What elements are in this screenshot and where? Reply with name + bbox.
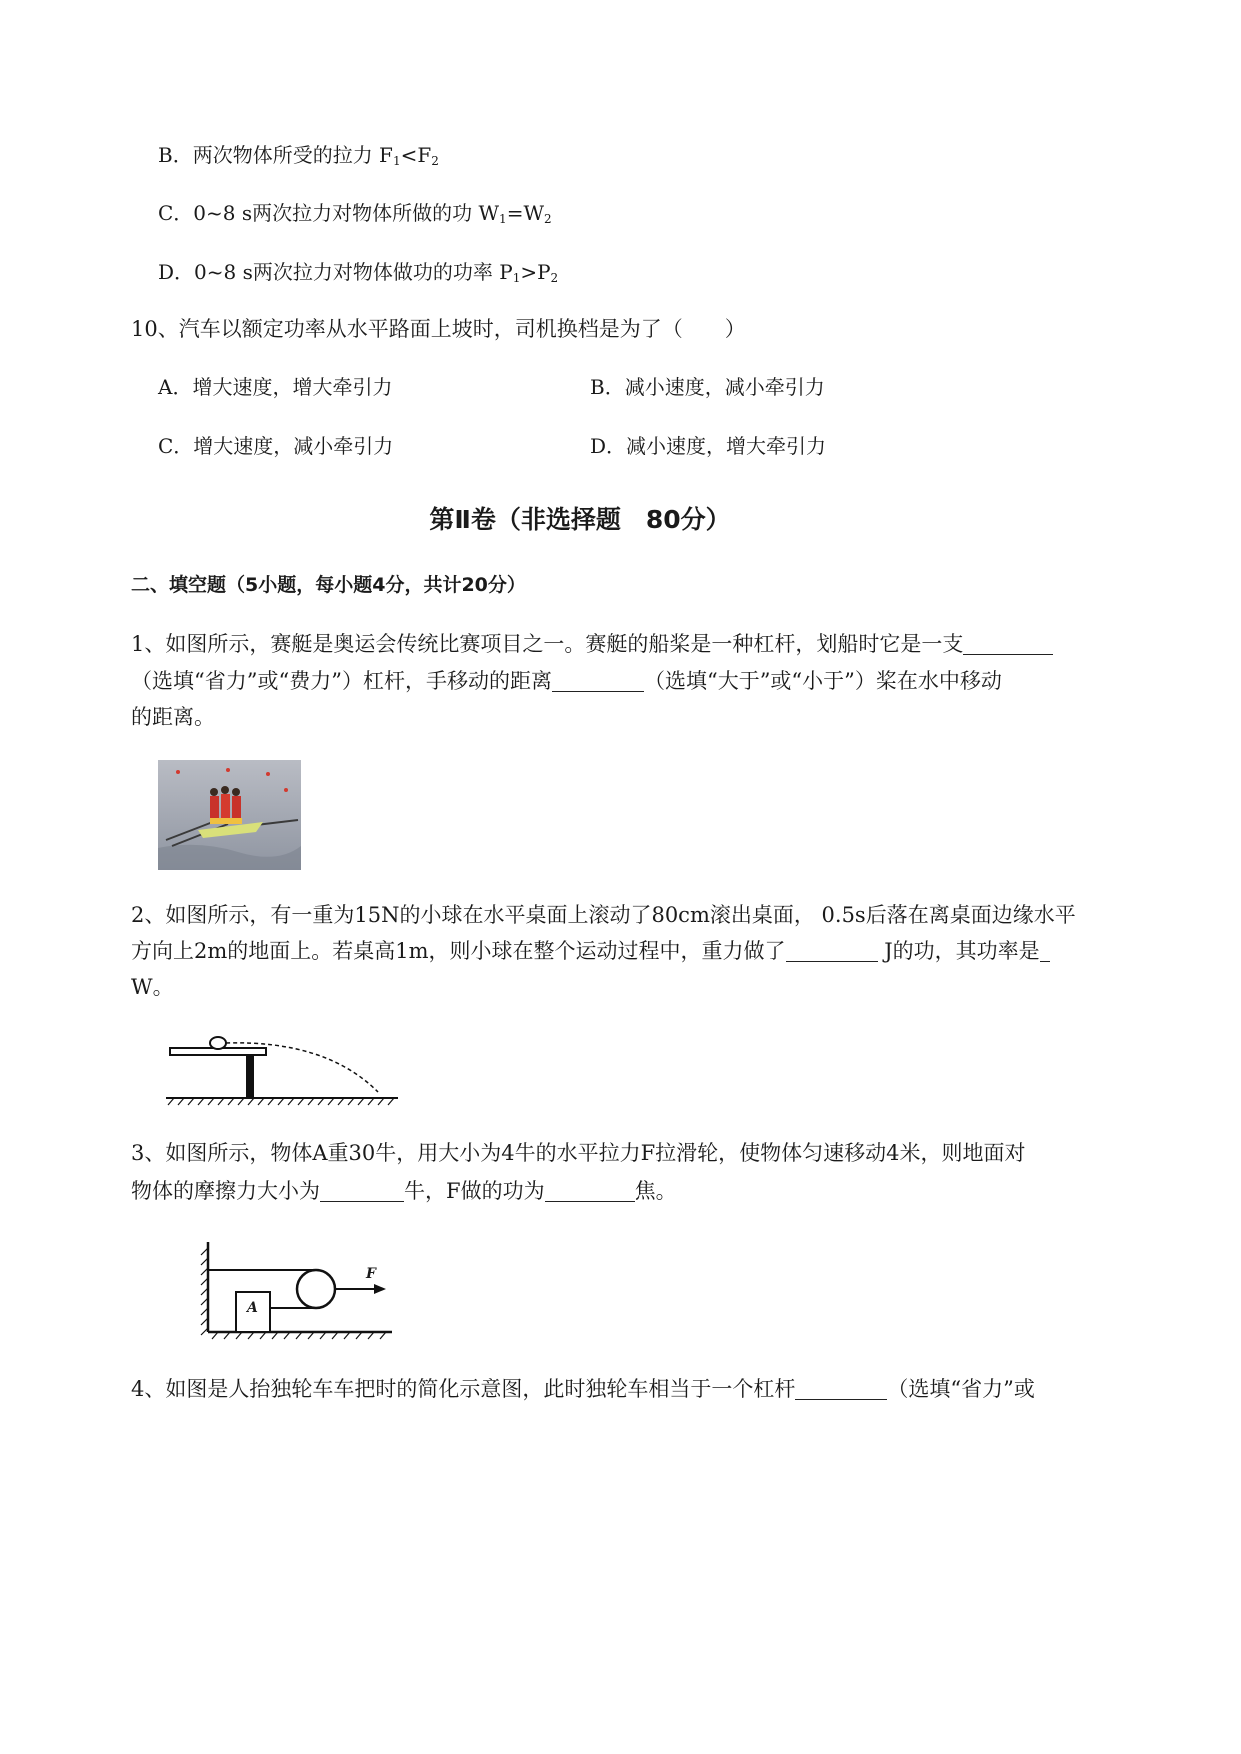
subscript: 1 [512,271,521,285]
q2-line-2 [131,936,1050,966]
section2-title: 二、填空题（5小题，每小题4分，共计20分） [131,574,526,596]
q10-option-d: D．减小速度，增大牵引力 [590,434,827,458]
q2-text: 方向上2m的地面上。若桌高1m，则小球在整个运动过程中，重力做了 [131,939,786,963]
q1-text: （选填“省力”或“费力”）杠杆，手移动的距离 [131,669,552,693]
q1-text: 1、如图所示，赛艇是奥运会传统比赛项目之一。赛艇的船桨是一种杠杆，划船时它是一支 [131,632,964,656]
subscript: 1 [499,212,507,226]
q9-option-b-text-2: <F [400,143,432,167]
q4-blank-1[interactable] [795,1379,887,1400]
rowing-photo [158,760,301,870]
subscript: 1 [392,154,401,168]
subscript: 2 [544,212,552,226]
q3-blank-2[interactable] [545,1181,635,1202]
q1-blank-1[interactable] [963,634,1053,655]
q10-option-b: B．减小速度，减小牵引力 [590,375,825,399]
q9-option-d-text: D．0~8 s两次拉力对物体做功的功率 P [158,260,513,284]
fig-label-f: F [366,1266,376,1282]
q3-text: 焦。 [634,1179,677,1203]
q2-text: J的功，其功率是 [877,939,1040,963]
q3-line-1: 3、如图所示，物体A重30牛，用大小为4牛的水平拉力F拉滑轮，使物体匀速移动4米，则地面对 [131,1141,1026,1165]
q1-blank-2[interactable] [552,671,644,692]
q2-line-3: W。 [131,975,174,999]
q3-text: 物体的摩擦力大小为 [131,1179,320,1203]
subscript: 2 [550,271,559,285]
table-ball-diagram [166,1030,398,1106]
q2-line-1: 2、如图所示，有一重为15N的小球在水平桌面上滚动了80cm滚出桌面， 0.5s后落在离桌面边缘水平 [131,903,1076,927]
q4-text: （选填“省力”或 [887,1377,1035,1401]
q1-text: （选填“大于”或“小于”）桨在水中移动 [643,669,1002,693]
q3-line-2 [131,1176,677,1206]
pulley-diagram [198,1240,394,1342]
q9-option-d-text-2: >P [520,260,551,284]
q2-blank-2[interactable] [1040,941,1050,962]
q4-line-1 [131,1374,1035,1404]
part2-title: 第Ⅱ卷（非选择题 80分） [429,505,731,534]
q9-option-d [158,257,558,293]
q2-blank-1[interactable] [786,941,878,962]
q4-text: 4、如图是人抬独轮车车把时的简化示意图，此时独轮车相当于一个杠杆 [131,1377,796,1401]
q9-option-c [158,198,552,234]
q1-line-1 [131,629,1053,659]
q1-line-3: 的距离。 [131,705,215,729]
q3-text: 牛，F做的功为 [404,1179,545,1203]
q9-option-c-text: C．0~8 s两次拉力对物体所做的功 W [158,201,500,225]
q9-option-c-text-2: =W [506,201,545,225]
fig-label-a: A [247,1300,258,1316]
q10-option-c: C．增大速度，减小牵引力 [158,434,394,458]
subscript: 2 [431,154,439,168]
q9-option-b-text: B．两次物体所受的拉力 F [158,143,393,167]
q9-option-b [158,140,439,176]
q10-option-a: A．增大速度，增大牵引力 [158,375,393,399]
q1-line-2 [131,666,1002,696]
q10-stem: 10、汽车以额定功率从水平路面上坡时，司机换档是为了（ ） [131,317,746,341]
q3-blank-1[interactable] [320,1181,404,1202]
